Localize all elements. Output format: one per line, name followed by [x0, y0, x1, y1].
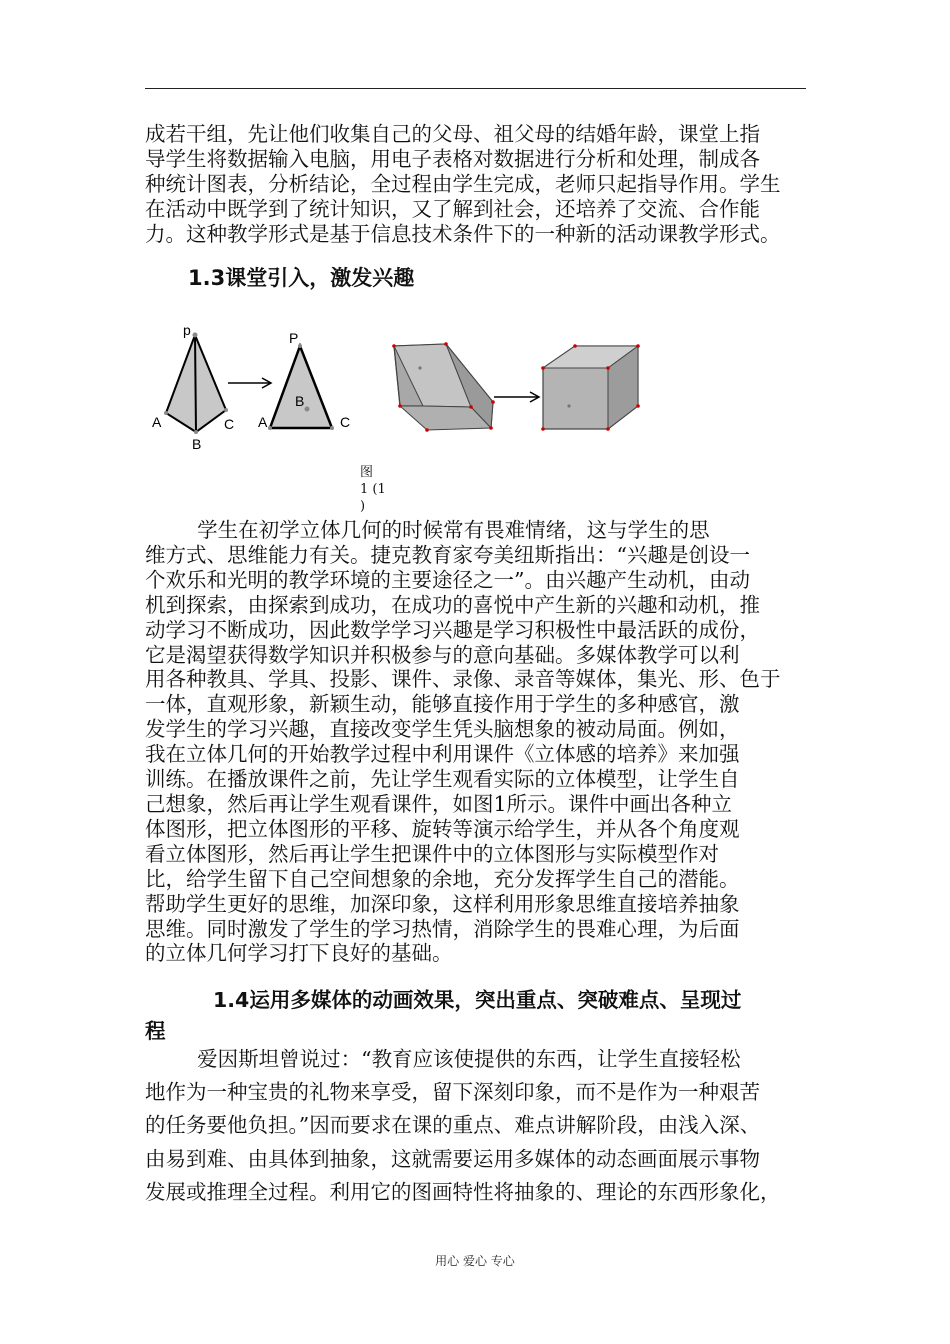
text-line: 动学习不断成功，因此数学学习兴趣是学习积极性中最活跃的成份，: [145, 617, 760, 642]
heading-line: 1.4运用多媒体的动画效果，突出重点、突破难点、呈现过: [213, 988, 742, 1012]
caption-line: ): [360, 499, 366, 514]
vertex-label-p: p: [183, 322, 191, 338]
heading-line: 程: [145, 1019, 166, 1043]
text-line: 在活动中既学到了统计知识，又了解到社会，还培养了交流、合作能: [145, 196, 760, 221]
arrow-right-icon: [228, 378, 271, 388]
text-line: 思维。同时激发了学生的学习热情，消除学生的畏难心理，为后面: [145, 916, 740, 941]
vertex-label-c-second: C: [340, 414, 351, 430]
pyramid-front-view: [164, 333, 228, 435]
caption-line: 图: [360, 465, 374, 480]
text-line: 地作为一种宝贵的礼物来享受，留下深刻印象，而不是作为一种艰苦: [145, 1080, 760, 1105]
figure-caption: [360, 464, 400, 515]
vertex-label-a: A: [152, 414, 162, 430]
text-line: 看立体图形，然后再让学生把课件中的立体图形与实际模型作对: [145, 841, 719, 866]
vertex-label-p-upper: P: [289, 330, 299, 346]
text-line: 力。这种教学形式是基于信息技术条件下的一种新的活动课教学形式。: [145, 221, 781, 246]
text-line: 个欢乐和光明的教学环境的主要途径之一”。由兴趣产生动机，由动: [145, 567, 750, 592]
text-line: 发展或推理全过程。利用它的图画特性将抽象的、理论的东西形象化，: [145, 1179, 781, 1204]
text-line: 成若干组，先让他们收集自己的父母、祖父母的结婚年龄，课堂上指: [145, 122, 760, 146]
text-line: 的立体几何学习打下良好的基础。: [145, 941, 453, 966]
paragraph-interest: [145, 518, 810, 966]
paragraph-statistics-activity: [145, 122, 810, 247]
text-line: 由易到难、由具体到抽象，这就需要运用多媒体的动态画面展示事物: [145, 1146, 760, 1171]
text-line: 学生在初学立体几何的时候常有畏难情绪，这与学生的思: [145, 518, 710, 542]
text-line: 的任务要他负担。”因而要求在课的重点、难点讲解阶段，由浅入深、: [145, 1113, 761, 1138]
text-line: 机到探索，由探索到成功，在成功的喜悦中产生新的兴趣和动机，推: [145, 592, 760, 617]
vertex-label-b-inner: B: [295, 393, 305, 409]
text-line: 维方式、思维能力有关。捷克教育家夸美纽斯指出：“兴趣是创设一: [145, 542, 750, 567]
text-line: 比，给学生留下自己空间想象的余地，充分发挥学生自己的潜能。: [145, 866, 740, 891]
section-heading-1-3: 1.3课堂引入，激发兴趣: [188, 266, 415, 290]
paragraph-einstein: [145, 1043, 810, 1209]
text-line: 一体，直观形象，新颖生动，能够直接作用于学生的多种感官，激: [145, 692, 740, 717]
section-heading-1-4: [145, 985, 810, 1047]
caption-line: 1 (1: [360, 482, 386, 497]
text-line: 己想象，然后再让学生观看课件，如图1所示。课件中画出各种立: [145, 791, 733, 816]
text-line: 帮助学生更好的思维，加深印象，这样利用形象思维直接培养抽象: [145, 891, 740, 916]
text-line: 导学生将数据输入电脑，用电子表格对数据进行分析和处理，制成各: [145, 146, 760, 171]
text-line: 训练。在播放课件之前，先让学生观看实际的立体模型，让学生自: [145, 767, 740, 792]
text-line: 种统计图表，分析结论，全过程由学生完成，老师只起指导作用。学生: [145, 171, 781, 196]
text-line: 我在立体几何的开始教学过程中利用课件《立体感的培养》来加强: [145, 742, 740, 767]
header-rule: [145, 88, 806, 89]
cube: [541, 344, 640, 431]
oblique-prism: [392, 342, 495, 432]
text-line: 用各种教具、学具、投影、课件、录像、录音等媒体，集光、形、色于: [145, 667, 781, 692]
text-line: 它是渴望获得数学知识并积极参与的意向基础。多媒体教学可以利: [145, 642, 740, 667]
arrow-right-icon: [494, 392, 539, 402]
vertex-label-a-second: A: [258, 414, 268, 430]
text-line: 发学生的学习兴趣，直接改变学生凭头脑想象的被动局面。例如，: [145, 717, 740, 742]
text-line: 爱因斯坦曾说过：“教育应该使提供的东西，让学生直接轻松: [145, 1047, 741, 1071]
figure-1-solid-geometry: [148, 318, 648, 458]
vertex-label-b: B: [192, 436, 202, 452]
pyramid-top-view: [268, 344, 334, 430]
page-footer: 用心 爱心 专心: [435, 1254, 515, 1268]
vertex-label-c: C: [224, 416, 235, 432]
text-line: 体图形，把立体图形的平移、旋转等演示给学生，并从各个角度观: [145, 816, 740, 841]
